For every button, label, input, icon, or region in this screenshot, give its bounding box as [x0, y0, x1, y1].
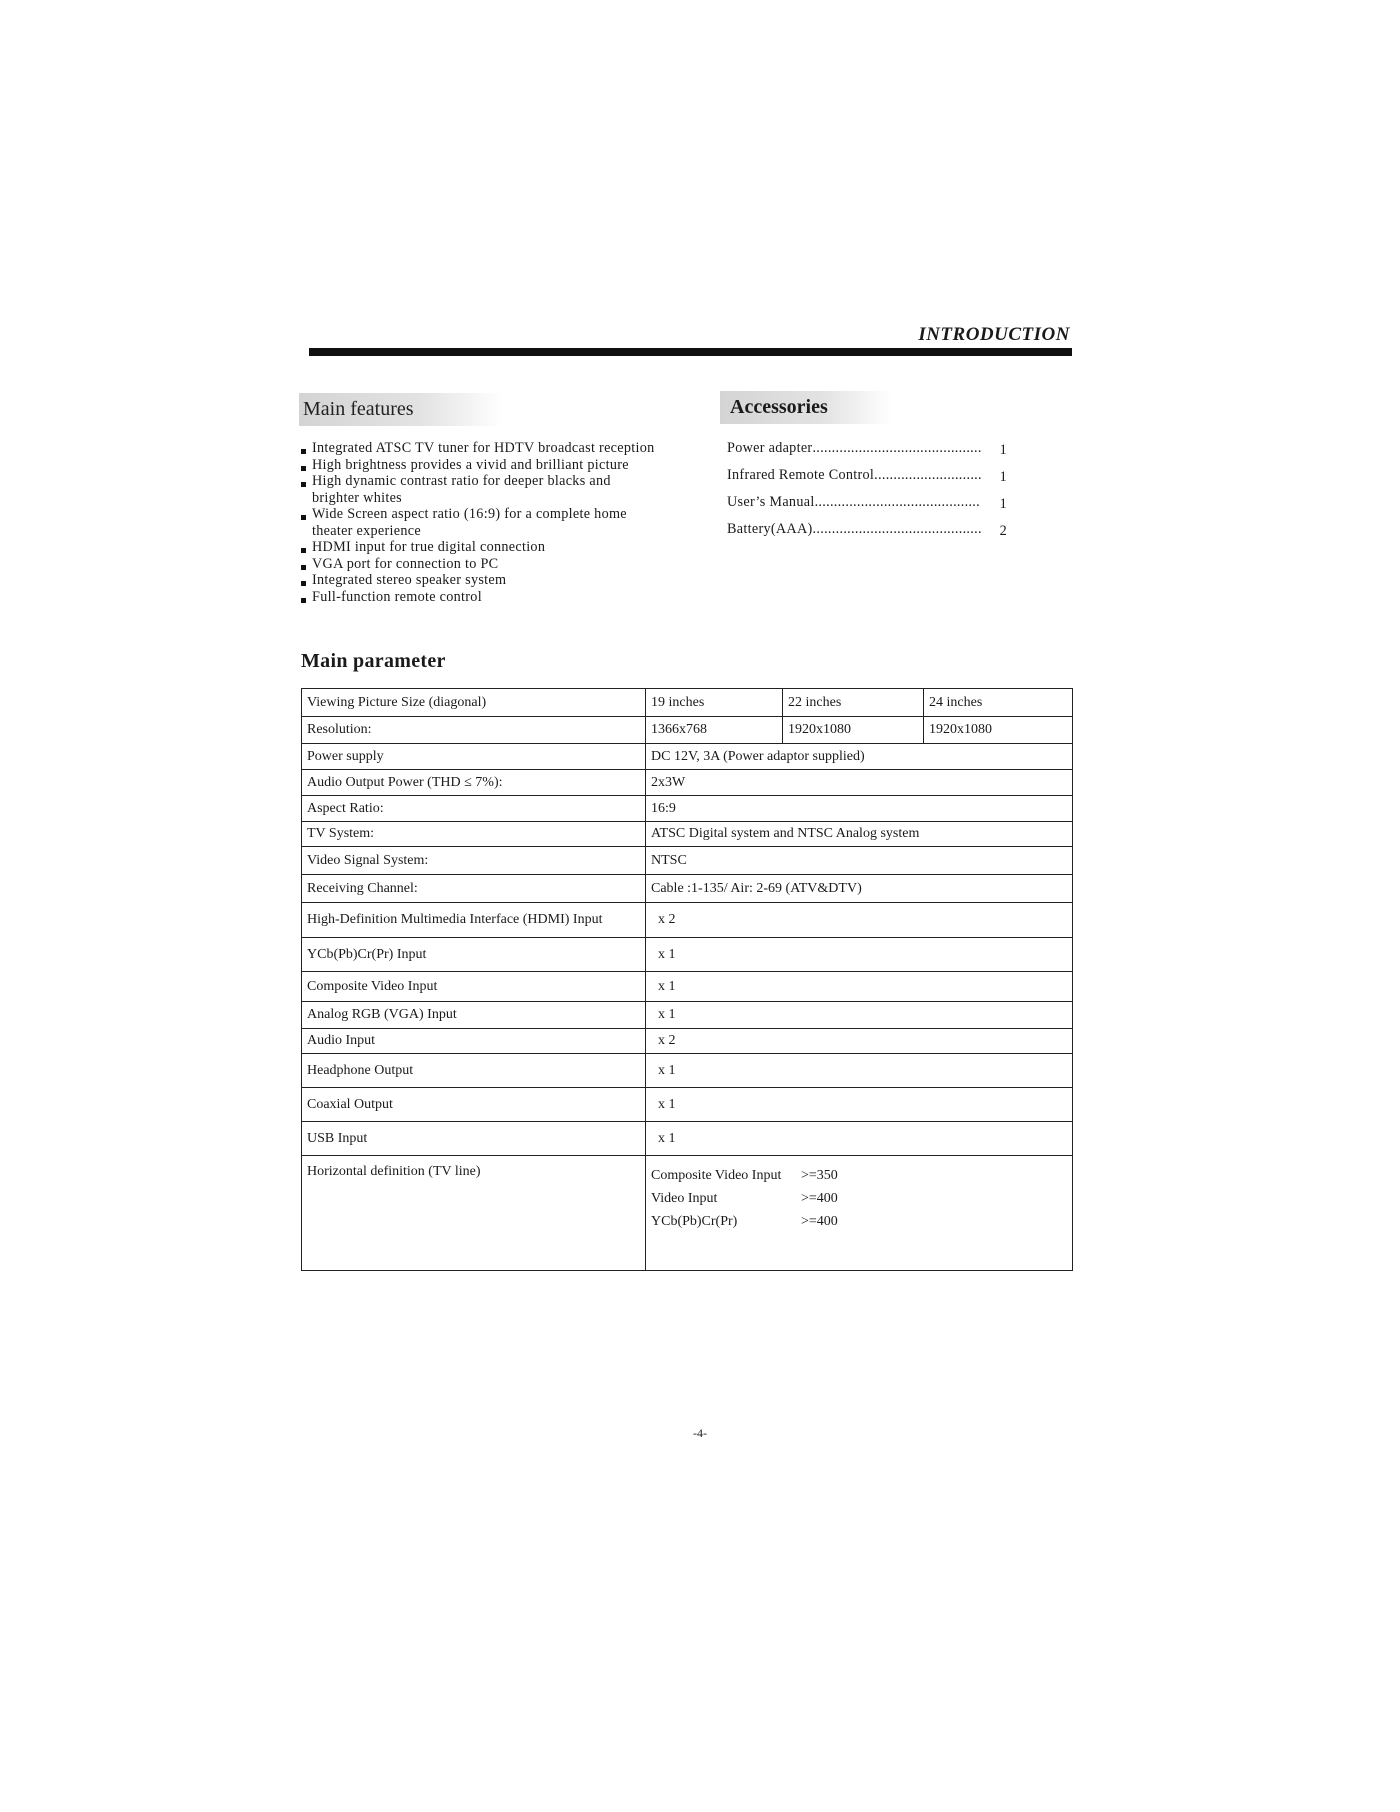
table-row: [302, 1029, 1073, 1054]
param-value: x 1: [646, 972, 1073, 1002]
param-label: Composite Video Input: [302, 972, 646, 1002]
feature-item: Integrated ATSC TV tuner for HDTV broadcast reception: [300, 440, 662, 457]
accessory-qty: 1: [999, 442, 1007, 458]
horizontal-entry-name: Video Input: [651, 1190, 718, 1206]
accessory-qty: 1: [999, 469, 1007, 485]
param-value: ATSC Digital system and NTSC Analog system: [646, 822, 1073, 847]
accessory-name: Infrared Remote Control: [727, 467, 875, 483]
param-value: x 2: [646, 903, 1073, 938]
param-label: YCb(Pb)Cr(Pr) Input: [302, 938, 646, 972]
feature-item: High brightness provides a vivid and brilliant picture: [300, 457, 662, 474]
param-label: Resolution:: [302, 717, 646, 744]
feature-item: Wide Screen aspect ratio (16:9) for a complete home theater experience: [300, 506, 662, 539]
section-title: INTRODUCTION: [918, 324, 1070, 345]
table-row: [302, 770, 1073, 796]
leader-dots: [874, 467, 981, 484]
table-row: [302, 972, 1073, 1002]
horizontal-entry: [651, 1187, 1067, 1210]
table-row: [302, 903, 1073, 938]
accessories-heading: Accessories: [720, 391, 892, 424]
horizontal-entry: [651, 1164, 1067, 1187]
param-label: Aspect Ratio:: [302, 796, 646, 822]
param-value: 1920x1080: [783, 717, 924, 744]
feature-item: Full-function remote control: [300, 589, 662, 606]
accessory-qty: 2: [999, 523, 1007, 539]
param-value: 1366x768: [646, 717, 783, 744]
leader-dots: [815, 494, 981, 511]
param-label: Audio Output Power (THD ≤ 7%):: [302, 770, 646, 796]
param-value: 19 inches: [646, 689, 783, 717]
accessories-list: [727, 440, 1007, 548]
param-value: 24 inches: [924, 689, 1073, 717]
feature-item: High dynamic contrast ratio for deeper blacks and brighter whites: [300, 473, 650, 506]
parameter-table: [301, 688, 1073, 1271]
main-features-heading: Main features: [299, 393, 503, 426]
leader-dots: [813, 521, 981, 538]
param-label: Video Signal System:: [302, 847, 646, 875]
table-row: [302, 1054, 1073, 1088]
param-value: DC 12V, 3A (Power adaptor supplied): [646, 744, 1073, 770]
param-value: x 1: [646, 1002, 1073, 1029]
accessory-item: [727, 440, 1007, 467]
param-value: x 1: [646, 1122, 1073, 1156]
param-label: High-Definition Multimedia Interface (HDMI) Input: [302, 903, 646, 938]
accessory-item: [727, 521, 1007, 548]
horizontal-entry-value: >=350: [801, 1167, 838, 1183]
header-rule: [309, 348, 1072, 356]
table-row: [302, 689, 1073, 717]
param-value: 2x3W: [646, 770, 1073, 796]
param-label: Horizontal definition (TV line): [302, 1156, 646, 1271]
accessory-name: Power adapter: [727, 440, 813, 456]
param-label: Headphone Output: [302, 1054, 646, 1088]
param-value: x 1: [646, 1088, 1073, 1122]
horizontal-entry-value: >=400: [801, 1213, 838, 1229]
table-row: [302, 1088, 1073, 1122]
page-number: -4-: [693, 1426, 707, 1440]
param-label: Viewing Picture Size (diagonal): [302, 689, 646, 717]
param-label: Coaxial Output: [302, 1088, 646, 1122]
accessory-item: [727, 494, 1007, 521]
accessory-name: Battery(AAA): [727, 521, 813, 537]
accessory-name: User’s Manual: [727, 494, 815, 510]
param-label: USB Input: [302, 1122, 646, 1156]
accessory-item: [727, 467, 1007, 494]
features-list: [300, 440, 662, 605]
horizontal-entry: [651, 1210, 1067, 1233]
horizontal-entry-value: >=400: [801, 1190, 838, 1206]
param-value: 16:9: [646, 796, 1073, 822]
table-row: [302, 847, 1073, 875]
param-value: 1920x1080: [924, 717, 1073, 744]
horizontal-entry-name: Composite Video Input: [651, 1167, 782, 1183]
horizontal-definition-values: [646, 1156, 1073, 1271]
leader-dots: [812, 440, 981, 457]
table-row: [302, 1122, 1073, 1156]
param-value: x 1: [646, 1054, 1073, 1088]
table-row: [302, 1002, 1073, 1029]
table-row: [302, 875, 1073, 903]
param-value: x 2: [646, 1029, 1073, 1054]
feature-item: HDMI input for true digital connection: [300, 539, 662, 556]
param-value: x 1: [646, 938, 1073, 972]
param-label: TV System:: [302, 822, 646, 847]
feature-item: VGA port for connection to PC: [300, 556, 662, 573]
table-row: [302, 744, 1073, 770]
main-parameter-heading: Main parameter: [301, 650, 446, 672]
param-value: 22 inches: [783, 689, 924, 717]
param-value: NTSC: [646, 847, 1073, 875]
table-row: [302, 796, 1073, 822]
table-row: [302, 822, 1073, 847]
param-label: Power supply: [302, 744, 646, 770]
horizontal-entry-name: YCb(Pb)Cr(Pr): [651, 1213, 738, 1229]
table-row: [302, 938, 1073, 972]
param-label: Audio Input: [302, 1029, 646, 1054]
table-row: [302, 1156, 1073, 1271]
param-value: Cable :1-135/ Air: 2-69 (ATV&DTV): [646, 875, 1073, 903]
accessory-qty: 1: [999, 496, 1007, 512]
param-label: Analog RGB (VGA) Input: [302, 1002, 646, 1029]
feature-item: Integrated stereo speaker system: [300, 572, 662, 589]
table-row: [302, 717, 1073, 744]
param-label: Receiving Channel:: [302, 875, 646, 903]
